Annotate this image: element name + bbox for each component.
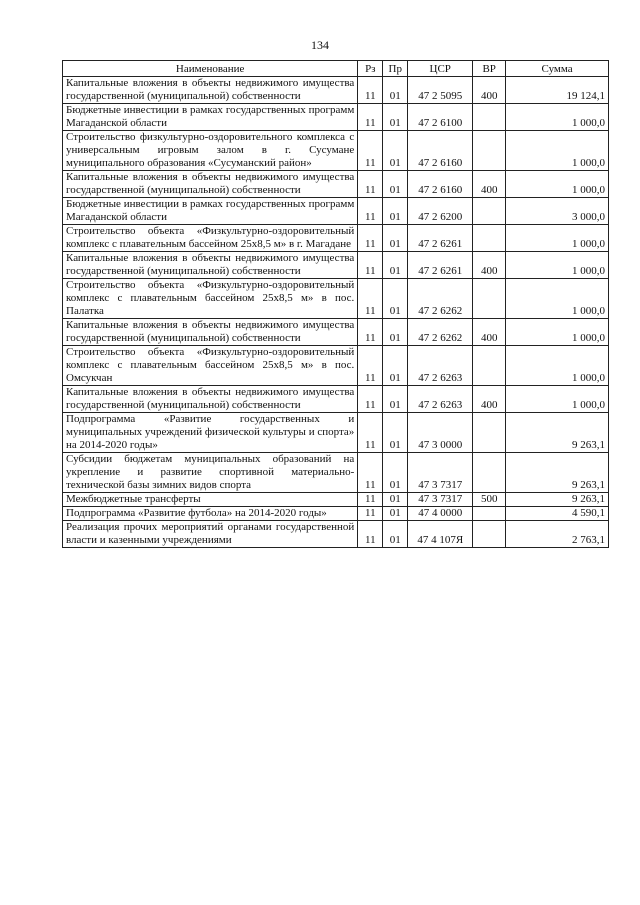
cell-csr: 47 3 0000 xyxy=(408,413,473,453)
cell-vr xyxy=(473,413,506,453)
cell-vr: 400 xyxy=(473,319,506,346)
cell-rz: 11 xyxy=(358,252,383,279)
cell-csr: 47 2 6200 xyxy=(408,198,473,225)
table-row xyxy=(63,386,609,413)
cell-sum: 19 124,1 xyxy=(506,77,609,104)
cell-sum: 1 000,0 xyxy=(506,171,609,198)
cell-name: Капитальные вложения в объекты недвижимого имущества государственной (муниципальной) собственности xyxy=(63,77,358,104)
cell-sum: 9 263,1 xyxy=(506,413,609,453)
table-row xyxy=(63,507,609,521)
cell-name: Капитальные вложения в объекты недвижимого имущества государственной (муниципальной) собственности xyxy=(63,252,358,279)
cell-name: Подпрограмма «Развитие государственных и муниципальных учреждений физической культуры и спорта» на 2014-2020 годы» xyxy=(63,413,358,453)
cell-rz: 11 xyxy=(358,413,383,453)
table-row xyxy=(63,171,609,198)
cell-csr: 47 4 0000 xyxy=(408,507,473,521)
cell-csr: 47 3 7317 xyxy=(408,493,473,507)
cell-vr: 400 xyxy=(473,386,506,413)
cell-sum: 9 263,1 xyxy=(506,453,609,493)
cell-pr: 01 xyxy=(383,131,408,171)
cell-csr: 47 2 6261 xyxy=(408,252,473,279)
budget-table xyxy=(62,60,609,548)
cell-sum: 1 000,0 xyxy=(506,346,609,386)
table-row xyxy=(63,521,609,548)
cell-csr: 47 2 6100 xyxy=(408,104,473,131)
cell-vr: 500 xyxy=(473,493,506,507)
cell-sum: 1 000,0 xyxy=(506,131,609,171)
cell-name: Бюджетные инвестиции в рамках государственных программ Магаданской области xyxy=(63,104,358,131)
cell-vr xyxy=(473,279,506,319)
cell-name: Бюджетные инвестиции в рамках государственных программ Магаданской области xyxy=(63,198,358,225)
cell-pr: 01 xyxy=(383,521,408,548)
cell-pr: 01 xyxy=(383,319,408,346)
page-number: 134 xyxy=(311,38,329,52)
cell-rz: 11 xyxy=(358,104,383,131)
cell-vr xyxy=(473,198,506,225)
table-row xyxy=(63,493,609,507)
cell-rz: 11 xyxy=(358,225,383,252)
cell-vr xyxy=(473,104,506,131)
cell-pr: 01 xyxy=(383,279,408,319)
cell-csr: 47 2 6262 xyxy=(408,279,473,319)
cell-rz: 11 xyxy=(358,386,383,413)
cell-sum: 4 590,1 xyxy=(506,507,609,521)
header-name: Наименование xyxy=(63,61,358,77)
cell-sum: 1 000,0 xyxy=(506,225,609,252)
table-row xyxy=(63,346,609,386)
cell-vr: 400 xyxy=(473,252,506,279)
cell-pr: 01 xyxy=(383,225,408,252)
cell-pr: 01 xyxy=(383,104,408,131)
cell-name: Межбюджетные трансферты xyxy=(63,493,358,507)
cell-name: Капитальные вложения в объекты недвижимого имущества государственной (муниципальной) собственности xyxy=(63,386,358,413)
cell-csr: 47 2 5095 xyxy=(408,77,473,104)
cell-name: Строительство объекта «Физкультурно-оздоровительный комплекс с плавательным бассейном 25х8,5 м» в г. Магадане xyxy=(63,225,358,252)
cell-vr xyxy=(473,131,506,171)
cell-rz: 11 xyxy=(358,493,383,507)
cell-pr: 01 xyxy=(383,413,408,453)
cell-rz: 11 xyxy=(358,346,383,386)
cell-vr: 400 xyxy=(473,171,506,198)
cell-sum: 9 263,1 xyxy=(506,493,609,507)
cell-name: Субсидии бюджетам муниципальных образований на укрепление и развитие спортивной материально-технической базы зимних видов спорта xyxy=(63,453,358,493)
cell-name: Капитальные вложения в объекты недвижимого имущества государственной (муниципальной) собственности xyxy=(63,171,358,198)
cell-name: Строительство физкультурно-оздоровительного комплекса с универсальным игровым залом в г. Сусумане муниципального образования «Сусуманский район» xyxy=(63,131,358,171)
cell-vr xyxy=(473,453,506,493)
cell-vr: 400 xyxy=(473,77,506,104)
cell-name: Реализация прочих мероприятий органами государственной власти и казенными учреждениями xyxy=(63,521,358,548)
header-sum: Сумма xyxy=(506,61,609,77)
cell-rz: 11 xyxy=(358,171,383,198)
cell-name: Подпрограмма «Развитие футбола» на 2014-2020 годы» xyxy=(63,507,358,521)
cell-pr: 01 xyxy=(383,198,408,225)
cell-rz: 11 xyxy=(358,319,383,346)
cell-pr: 01 xyxy=(383,386,408,413)
table-row xyxy=(63,252,609,279)
cell-pr: 01 xyxy=(383,171,408,198)
cell-rz: 11 xyxy=(358,521,383,548)
cell-csr: 47 2 6261 xyxy=(408,225,473,252)
cell-csr: 47 2 6263 xyxy=(408,386,473,413)
cell-rz: 11 xyxy=(358,279,383,319)
cell-vr xyxy=(473,225,506,252)
cell-pr: 01 xyxy=(383,346,408,386)
table-row xyxy=(63,319,609,346)
header-csr: ЦСР xyxy=(408,61,473,77)
cell-csr: 47 2 6160 xyxy=(408,131,473,171)
cell-csr: 47 3 7317 xyxy=(408,453,473,493)
cell-rz: 11 xyxy=(358,453,383,493)
cell-sum: 1 000,0 xyxy=(506,386,609,413)
cell-rz: 11 xyxy=(358,131,383,171)
cell-sum: 1 000,0 xyxy=(506,279,609,319)
cell-csr: 47 4 107Я xyxy=(408,521,473,548)
cell-pr: 01 xyxy=(383,507,408,521)
cell-pr: 01 xyxy=(383,493,408,507)
table-row xyxy=(63,413,609,453)
cell-vr xyxy=(473,507,506,521)
table-header-row xyxy=(63,61,609,77)
cell-rz: 11 xyxy=(358,507,383,521)
cell-name: Капитальные вложения в объекты недвижимого имущества государственной (муниципальной) собственности xyxy=(63,319,358,346)
header-vr: ВР xyxy=(473,61,506,77)
cell-csr: 47 2 6263 xyxy=(408,346,473,386)
table-row xyxy=(63,225,609,252)
cell-name: Строительство объекта «Физкультурно-оздоровительный комплекс с плавательным бассейном 25х8,5 м» в пос. Палатка xyxy=(63,279,358,319)
cell-sum: 3 000,0 xyxy=(506,198,609,225)
cell-pr: 01 xyxy=(383,77,408,104)
cell-pr: 01 xyxy=(383,453,408,493)
table-row xyxy=(63,198,609,225)
header-rz: Рз xyxy=(358,61,383,77)
cell-sum: 1 000,0 xyxy=(506,104,609,131)
cell-sum: 2 763,1 xyxy=(506,521,609,548)
cell-sum: 1 000,0 xyxy=(506,252,609,279)
cell-rz: 11 xyxy=(358,198,383,225)
cell-csr: 47 2 6160 xyxy=(408,171,473,198)
cell-name: Строительство объекта «Физкультурно-оздоровительный комплекс с плавательным бассейном 25х8,5 м» в пос. Омсукчан xyxy=(63,346,358,386)
cell-pr: 01 xyxy=(383,252,408,279)
table-row xyxy=(63,279,609,319)
header-pr: Пр xyxy=(383,61,408,77)
cell-rz: 11 xyxy=(358,77,383,104)
table-body xyxy=(63,77,609,548)
table-row xyxy=(63,453,609,493)
cell-vr xyxy=(473,521,506,548)
table-row xyxy=(63,104,609,131)
cell-sum: 1 000,0 xyxy=(506,319,609,346)
cell-csr: 47 2 6262 xyxy=(408,319,473,346)
table-row xyxy=(63,77,609,104)
cell-vr xyxy=(473,346,506,386)
table-row xyxy=(63,131,609,171)
